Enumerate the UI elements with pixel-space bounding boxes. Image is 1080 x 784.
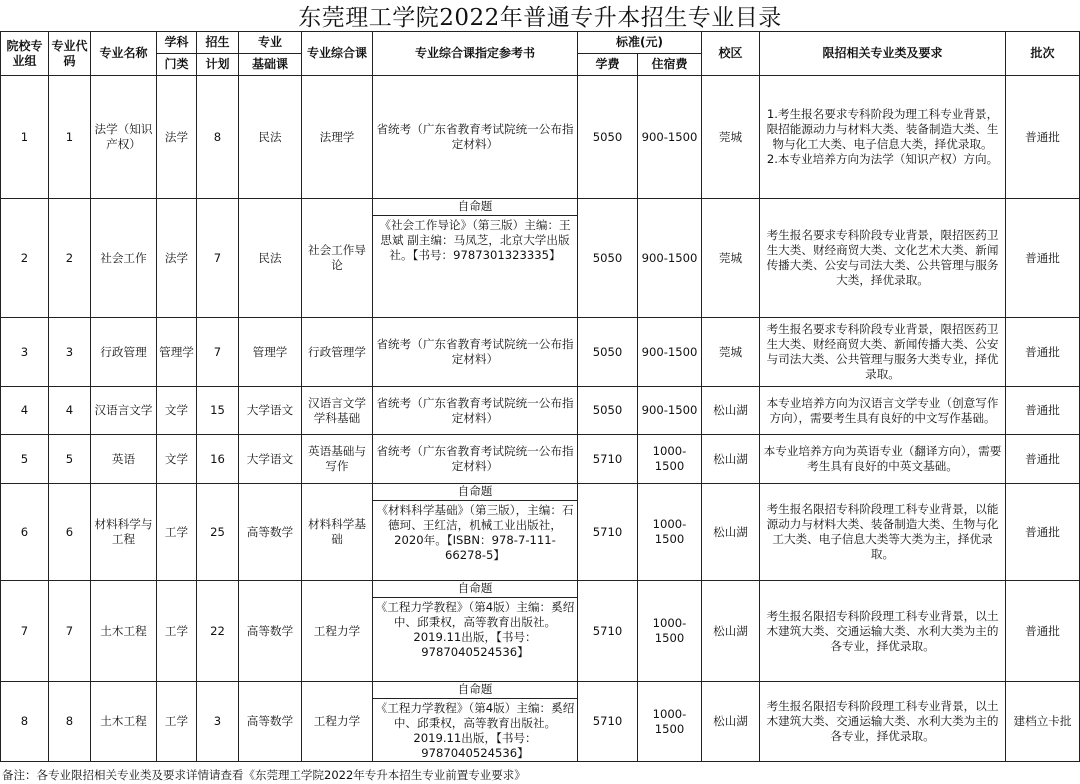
cell-discipline: 法学 bbox=[157, 76, 197, 199]
table-row bbox=[1, 387, 1080, 435]
cell-lodging: 1000-1500 bbox=[638, 435, 702, 484]
header-basic-top: 专业 bbox=[239, 32, 302, 54]
footnote: 备注：各专业限招相关专业类及要求详情请查看《东莞理工学院2022年专升本招生专业前置专业要求》 bbox=[2, 768, 526, 782]
cell-group: 4 bbox=[1, 387, 49, 435]
reference-book-text: 省统考（广东省教育考试院统一公布指定材料） bbox=[376, 122, 574, 151]
cell-basic-course: 大学语文 bbox=[239, 435, 302, 484]
cell-discipline: 文学 bbox=[157, 387, 197, 435]
header-book: 专业综合课指定参考书 bbox=[373, 32, 578, 76]
table-row bbox=[1, 484, 1080, 581]
cell-composite-course: 工程力学 bbox=[302, 682, 373, 762]
table-row bbox=[1, 318, 1080, 387]
cell-requirement bbox=[760, 682, 1006, 762]
cell-campus: 松山湖 bbox=[702, 581, 760, 682]
cell-composite-course: 材料科学基础 bbox=[302, 484, 373, 581]
table-row bbox=[1, 682, 1080, 762]
cell-discipline: 工学 bbox=[157, 682, 197, 762]
header-requirement: 限招相关专业类及要求 bbox=[760, 32, 1006, 76]
cell-requirement bbox=[760, 76, 1006, 199]
cell-requirement bbox=[760, 435, 1006, 484]
requirement-text: 考生报名要求专科阶段专业背景，限招医药卫生大类、财经商贸大类、新闻传播大类、公安与司法大类、公共管理与服务大类专业，择优录取。 bbox=[766, 322, 999, 381]
cell-batch: 普通批 bbox=[1006, 76, 1080, 199]
cell-reference-book bbox=[373, 318, 578, 387]
requirement-text: 考生报名要求专科阶段专业背景，限招医药卫生大类、财经商贸大类、文化艺术大类、新闻传播大类、公安与司法大类、公共管理与服务大类，择优录取。 bbox=[766, 228, 999, 287]
cell-tuition: 5710 bbox=[578, 581, 638, 682]
cell-code: 5 bbox=[49, 435, 91, 484]
cell-tuition: 5710 bbox=[578, 435, 638, 484]
cell-plan: 7 bbox=[197, 318, 239, 387]
cell-lodging: 900-1500 bbox=[638, 199, 702, 318]
cell-code: 6 bbox=[49, 484, 91, 581]
table-row bbox=[1, 581, 1080, 682]
header-basic-bottom: 基础课 bbox=[239, 54, 302, 76]
header-standard: 标准(元) bbox=[578, 32, 702, 54]
cell-requirement bbox=[760, 484, 1006, 581]
cell-plan: 22 bbox=[197, 581, 239, 682]
reference-book-text: 省统考（广东省教育考试院统一公布指定材料） bbox=[376, 395, 574, 425]
cell-group: 7 bbox=[1, 581, 49, 682]
cell-name: 土木工程 bbox=[91, 581, 157, 682]
reference-book-text: 《工程力学教程》（第4版）主编：奚绍中、邱秉权，高等教育出版社。2019.11出版，【书号：9787040524536】 bbox=[375, 701, 575, 760]
header-plan-bottom: 计划 bbox=[197, 54, 239, 76]
header-composite: 专业综合课 bbox=[302, 32, 373, 76]
requirement-text: 1.考生报名要求专科阶段为理工科专业背景，限招能源动力与材料大类、装备制造大类、生物与化工大类、电子信息大类，择优录取。 bbox=[766, 107, 999, 151]
cell-group: 8 bbox=[1, 682, 49, 762]
requirement-text: 考生报名限招专科阶段理工科专业背景，以土木建筑大类、交通运输大类、水利大类为主的各专业，择优录取。 bbox=[766, 699, 999, 743]
header-code: 专业代码 bbox=[49, 32, 91, 76]
cell-name: 社会工作 bbox=[91, 199, 157, 318]
cell-plan: 8 bbox=[197, 76, 239, 199]
cell-basic-course: 高等数学 bbox=[239, 581, 302, 682]
cell-batch: 建档立卡批 bbox=[1006, 682, 1080, 762]
cell-code: 8 bbox=[49, 682, 91, 762]
cell-basic-course: 高等数学 bbox=[239, 682, 302, 762]
cell-tuition: 5050 bbox=[578, 387, 638, 435]
cell-code: 3 bbox=[49, 318, 91, 387]
cell-tuition: 5710 bbox=[578, 484, 638, 581]
cell-requirement bbox=[760, 387, 1006, 435]
self-set-exam-label: 自命题 bbox=[373, 484, 578, 501]
cell-composite-course: 社会工作导论 bbox=[302, 199, 373, 318]
cell-campus: 松山湖 bbox=[702, 435, 760, 484]
self-set-exam-label: 自命题 bbox=[373, 682, 578, 699]
cell-basic-course: 高等数学 bbox=[239, 484, 302, 581]
cell-lodging: 1000-1500 bbox=[638, 581, 702, 682]
cell-batch: 普通批 bbox=[1006, 199, 1080, 318]
requirement-text: 考生报名限招专科阶段理工科专业背景，以土木建筑大类、交通运输大类、水利大类为主的各专业，择优录取。 bbox=[766, 608, 999, 653]
requirement-text: 2.本专业培养方向为法学（知识产权）方向。 bbox=[766, 152, 999, 166]
cell-batch: 普通批 bbox=[1006, 581, 1080, 682]
cell-lodging: 1000-1500 bbox=[638, 682, 702, 762]
cell-code: 2 bbox=[49, 199, 91, 318]
cell-campus: 莞城 bbox=[702, 318, 760, 387]
cell-campus: 莞城 bbox=[702, 76, 760, 199]
cell-requirement bbox=[760, 199, 1006, 318]
header-batch: 批次 bbox=[1006, 32, 1080, 76]
reference-book-text: 省统考（广东省教育考试院统一公布指定材料） bbox=[376, 444, 574, 473]
cell-code: 4 bbox=[49, 387, 91, 435]
cell-code: 7 bbox=[49, 581, 91, 682]
cell-basic-course: 管理学 bbox=[239, 318, 302, 387]
cell-code: 1 bbox=[49, 76, 91, 199]
cell-group: 1 bbox=[1, 76, 49, 199]
cell-discipline: 工学 bbox=[157, 484, 197, 581]
cell-requirement bbox=[760, 318, 1006, 387]
cell-reference-book bbox=[373, 682, 578, 762]
header-campus: 校区 bbox=[702, 32, 760, 76]
cell-plan: 16 bbox=[197, 435, 239, 484]
reference-book-text: 《材料科学基础》（第三版），主编：石德珂、王红洁，机械工业出版社，2020年。【ISBN：978-7-111-66278-5】 bbox=[376, 503, 574, 562]
cell-group: 6 bbox=[1, 484, 49, 581]
self-set-exam-label: 自命题 bbox=[373, 581, 578, 598]
cell-name: 土木工程 bbox=[91, 682, 157, 762]
cell-name: 法学（知识产权） bbox=[91, 76, 157, 199]
cell-requirement bbox=[760, 581, 1006, 682]
requirement-text: 本专业培养方向为英语专业（翻译方向），需要考生具有良好的中英文基础。 bbox=[763, 444, 1002, 473]
cell-batch: 普通批 bbox=[1006, 484, 1080, 581]
cell-lodging: 900-1500 bbox=[638, 76, 702, 199]
header-discipline-top: 学科 bbox=[157, 32, 197, 54]
header-plan-top: 招生 bbox=[197, 32, 239, 54]
reference-book-text: 省统考（广东省教育考试院统一公布指定材料） bbox=[376, 337, 574, 366]
header-tuition: 学费 bbox=[578, 54, 638, 76]
cell-lodging: 900-1500 bbox=[638, 387, 702, 435]
reference-book-text: 《社会工作导论》（第三版）主编：王思斌 副主编：马凤芝，北京大学出版社。【书号：9787301323335】 bbox=[379, 218, 571, 262]
cell-tuition: 5050 bbox=[578, 76, 638, 199]
cell-tuition: 5050 bbox=[578, 318, 638, 387]
table-row bbox=[1, 199, 1080, 318]
cell-campus: 松山湖 bbox=[702, 682, 760, 762]
cell-batch: 普通批 bbox=[1006, 387, 1080, 435]
cell-composite-course: 英语基础与写作 bbox=[302, 435, 373, 484]
cell-basic-course: 大学语文 bbox=[239, 387, 302, 435]
page-title: 东莞理工学院2022年普通专升本招生专业目录 bbox=[298, 5, 782, 31]
cell-batch: 普通批 bbox=[1006, 435, 1080, 484]
cell-composite-course: 行政管理学 bbox=[302, 318, 373, 387]
cell-plan: 15 bbox=[197, 387, 239, 435]
cell-name: 英语 bbox=[91, 435, 157, 484]
cell-plan: 25 bbox=[197, 484, 239, 581]
cell-reference-book bbox=[373, 387, 578, 435]
table-row bbox=[1, 435, 1080, 484]
cell-reference-book bbox=[373, 484, 578, 581]
cell-composite-course: 汉语言文学学科基础 bbox=[302, 387, 373, 435]
cell-lodging: 1000-1500 bbox=[638, 484, 702, 581]
cell-basic-course: 民法 bbox=[239, 199, 302, 318]
cell-group: 5 bbox=[1, 435, 49, 484]
header-discipline-bottom: 门类 bbox=[157, 54, 197, 76]
cell-discipline: 管理学 bbox=[157, 318, 197, 387]
header-name: 专业名称 bbox=[91, 32, 157, 76]
cell-campus: 松山湖 bbox=[702, 387, 760, 435]
cell-discipline: 法学 bbox=[157, 199, 197, 318]
requirement-text: 本专业培养方向为汉语言文学专业（创意写作方向），需要考生具有良好的中文写作基础。 bbox=[766, 395, 999, 425]
cell-tuition: 5710 bbox=[578, 682, 638, 762]
header-group: 院校专业组 bbox=[1, 32, 49, 76]
cell-name: 材料科学与工程 bbox=[91, 484, 157, 581]
cell-tuition: 5050 bbox=[578, 199, 638, 318]
cell-plan: 3 bbox=[197, 682, 239, 762]
cell-discipline: 文学 bbox=[157, 435, 197, 484]
cell-reference-book bbox=[373, 76, 578, 199]
cell-basic-course: 民法 bbox=[239, 76, 302, 199]
header-lodging: 住宿费 bbox=[638, 54, 702, 76]
catalog-table bbox=[0, 31, 1080, 762]
cell-group: 2 bbox=[1, 199, 49, 318]
cell-reference-book bbox=[373, 435, 578, 484]
cell-lodging: 900-1500 bbox=[638, 318, 702, 387]
cell-composite-course: 工程力学 bbox=[302, 581, 373, 682]
reference-book-text: 《工程力学教程》（第4版）主编：奚绍中、邱秉权，高等教育出版社。2019.11出版，【书号：9787040524536】 bbox=[375, 600, 575, 659]
cell-discipline: 工学 bbox=[157, 581, 197, 682]
cell-plan: 7 bbox=[197, 199, 239, 318]
self-set-exam-label: 自命题 bbox=[373, 199, 578, 216]
cell-name: 汉语言文学 bbox=[91, 387, 157, 435]
cell-reference-book bbox=[373, 581, 578, 682]
cell-group: 3 bbox=[1, 318, 49, 387]
table-row bbox=[1, 76, 1080, 199]
cell-campus: 莞城 bbox=[702, 199, 760, 318]
requirement-text: 考生报名限招专科阶段理工科专业背景，以能源动力与材料大类、装备制造大类、生物与化工大类、电子信息大类等大类为主，择优录取。 bbox=[766, 502, 999, 561]
cell-name: 行政管理 bbox=[91, 318, 157, 387]
cell-campus: 松山湖 bbox=[702, 484, 760, 581]
cell-composite-course: 法理学 bbox=[302, 76, 373, 199]
cell-batch: 普通批 bbox=[1006, 318, 1080, 387]
cell-reference-book bbox=[373, 199, 578, 318]
